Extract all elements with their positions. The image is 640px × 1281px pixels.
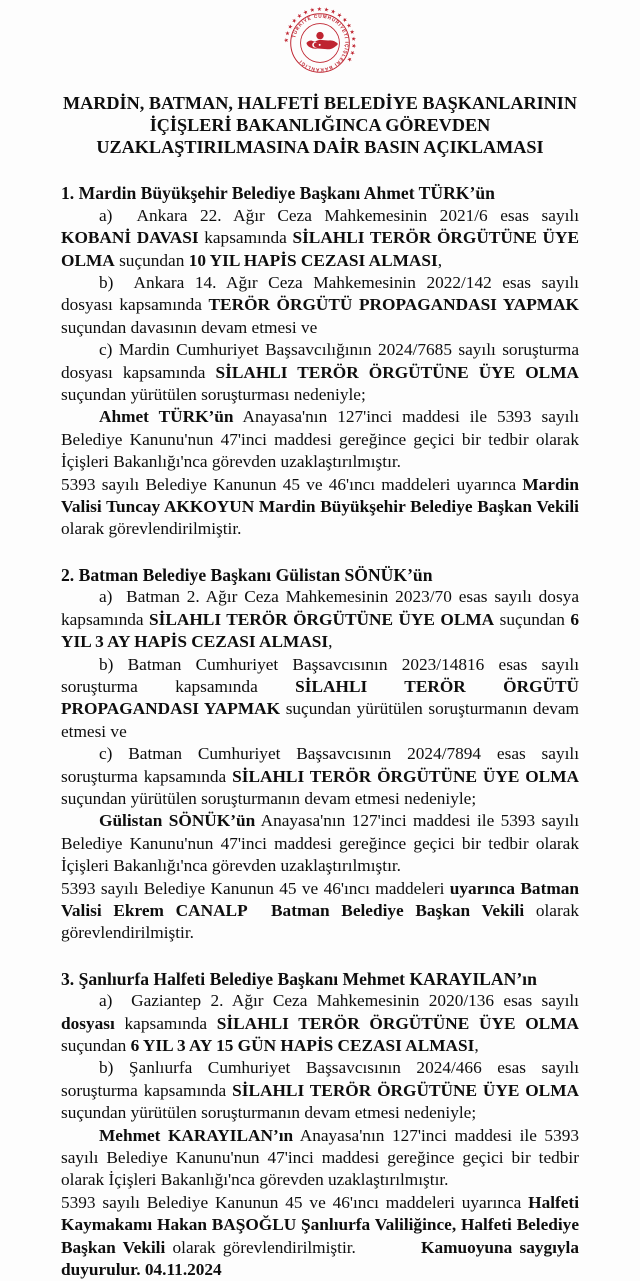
text-run: kapsamında: [198, 228, 293, 248]
paragraph: [61, 339, 579, 406]
text-run: b) Ankara 14. Ağır Ceza Mahkemesinin 2022/142 esas sayılı dosyası kapsamında: [61, 273, 579, 315]
section: [61, 182, 579, 541]
bold-text-run: Ahmet TÜRK’ün: [99, 407, 234, 427]
text-run: a) Ankara 22. Ağır Ceza Mahkemesinin 2021/6 esas sayılı: [99, 205, 579, 225]
bold-text-run: SİLAHLI TERÖR ÖRGÜTÜNE ÜYE OLMA: [232, 766, 580, 786]
seal-center-emblem: [306, 32, 337, 49]
text-run: 5393 sayılı Belediye Kanunun 45 ve 46'ıncı maddeleri uyarınca: [61, 474, 523, 494]
bold-text-run: dosyası: [61, 1013, 115, 1033]
paragraph: [61, 406, 579, 473]
text-run: suçundan davasının devam etmesi ve: [61, 317, 318, 337]
document-title: [61, 93, 579, 158]
text-run: b) Batman Cumhuriyet Başsavcısının 2023/14816 esas sayılı soruşturma kapsamında: [61, 654, 579, 696]
bold-text-run: SİLAHLI TERÖR ÖRGÜTÜNE ÜYE OLMA: [232, 1080, 580, 1100]
text-run: suçundan: [61, 1036, 131, 1056]
text-run: olarak görevlendirilmiştir.: [61, 519, 242, 539]
bold-text-run: Kamuoyuna saygıyla duyurulur. 04.11.2024: [61, 1237, 579, 1280]
bold-text-run: SİLAHLI TERÖR ÖRGÜTÜNE ÜYE OLMA: [215, 362, 579, 382]
bold-text-run: Mehmet KARAYILAN’ın: [99, 1125, 294, 1145]
title-line: UZAKLAŞTIRILMASINA DAİR BASIN AÇIKLAMASI: [96, 136, 544, 157]
paragraph: [61, 990, 579, 1057]
text-run: olarak görevlendirilmiştir.: [61, 900, 580, 943]
document-body: [61, 182, 579, 1281]
seal-stars-ring: ★ ★ ★ ★ ★ ★ ★ ★ ★ ★ ★ ★ ★ ★ ★ ★ ★ ★: [283, 6, 357, 63]
bold-text-run: Gülistan SÖNÜK’ün: [99, 811, 256, 831]
paragraph: [61, 810, 579, 877]
bold-text-run: TERÖR ÖRGÜTÜ PROPAGANDASI YAPMAK: [208, 295, 579, 315]
text-run: ,: [437, 250, 443, 270]
bold-text-run: 6 YIL 3 AY HAPİS CEZASI ALMASI: [61, 609, 579, 652]
bold-text-run: SİLAHLI TERÖR ÖRGÜTÜNE ÜYE OLMA: [61, 228, 580, 270]
text-run: Anayasa'nın 127'inci maddesi ile 5393 sayılı Belediye Kanunu'nun 47'inci maddesi gereğince geçici bir tedbir olarak İçişleri Bakanlığı'nca görevden uzaklaştırılmıştır.: [61, 811, 580, 876]
text-run: suçundan yürütülen soruşturmanın devam etmesi nedeniyle;: [61, 1103, 477, 1123]
bold-text-run: SİLAHLI TERÖR ÖRGÜTÜNE ÜYE OLMA: [149, 609, 495, 629]
paragraph: [61, 474, 579, 541]
bold-text-run: KOBANİ DAVASI: [61, 228, 199, 248]
title-line: İÇİŞLERİ BAKANLIĞINCA GÖREVDEN: [149, 114, 491, 135]
text-run: ,: [474, 1036, 479, 1056]
text-run: suçundan yürütülen soruşturmanın devam etmesi nedeniyle;: [61, 788, 477, 808]
text-run: ,: [328, 632, 333, 652]
section-heading: 2. Batman Belediye Başkanı Gülistan SÖNÜK’ün: [61, 564, 433, 585]
paragraph: [61, 1057, 579, 1124]
bold-text-run: Mardin Valisi Tuncay AKKOYUN Mardin Büyükşehir Belediye Başkan Vekili: [61, 474, 579, 517]
paragraph: [61, 743, 579, 810]
text-run: 5393 sayılı Belediye Kanunun 45 ve 46'ıncı maddeleri uyarınca: [61, 1192, 529, 1212]
text-run: suçundan yürütülen soruşturmanın devam etmesi ve: [61, 699, 579, 741]
ministry-seal-icon: [283, 6, 357, 80]
seal-ring-text: TÜRKİYE CUMHURİYETİ İÇİŞLERİ BAKANLIĞI: [291, 13, 350, 73]
text-run: a) Gaziantep 2. Ağır Ceza Mahkemesinin 2020/136 esas sayılı: [99, 991, 579, 1011]
bold-text-run: uyarınca Batman Valisi Ekrem CANALP Batman Belediye Başkan Vekili: [61, 878, 579, 920]
section: [61, 968, 579, 1281]
paragraph: [61, 878, 579, 945]
paragraph: [61, 205, 579, 272]
bold-text-run: Halfeti Kaymakamı Hakan BAŞOĞLU Şanlıurfa Valiliğince, Halfeti Belediye Başkan Vekili: [61, 1192, 579, 1257]
text-run: suçundan: [114, 250, 189, 270]
section: [61, 564, 579, 945]
section-heading: 3. Şanlıurfa Halfeti Belediye Başkanı Mehmet KARAYILAN’ın: [61, 968, 537, 989]
text-run: kapsamında: [114, 1013, 217, 1033]
text-run: c) Mardin Cumhuriyet Başsavcılığının 2024/7685 sayılı soruşturma dosyası kapsamında: [61, 340, 579, 382]
text-run: Anayasa'nın 127'inci maddesi ile 5393 sayılı Belediye Kanunu'nun 47'inci maddesi gereğince geçici bir tedbir olarak İçişleri Bakanlığı'nca görevden uzaklaştırılmıştır.: [61, 1125, 579, 1190]
text-run: c) Batman Cumhuriyet Başsavcısının 2024/7894 esas sayılı soruşturma kapsamında: [61, 744, 579, 786]
paragraph: [61, 1125, 579, 1192]
section-heading: 1. Mardin Büyükşehir Belediye Başkanı Ahmet TÜRK’ün: [61, 183, 495, 204]
document-content: [0, 93, 640, 1281]
paragraph: [61, 586, 579, 653]
paragraph: [61, 1192, 579, 1281]
paragraph: [61, 272, 579, 339]
bold-text-run: SİLAHLI TERÖR ÖRGÜTÜ PROPAGANDASI YAPMAK: [61, 676, 579, 719]
bold-text-run: 10 YIL HAPİS CEZASI ALMASI: [188, 250, 438, 270]
text-run: Anayasa'nın 127'inci maddesi ile 5393 sayılı Belediye Kanunu'nun 47'inci maddesi gereğince geçici bir tedbir olarak İçişleri Bakanlığı'nca görevden uzaklaştırılmıştır.: [61, 407, 579, 472]
text-run: olarak görevlendirilmiştir.: [165, 1237, 421, 1257]
logo-container: [0, 0, 640, 85]
text-run: 5393 sayılı Belediye Kanunun 45 ve 46'ıncı maddeleri: [61, 878, 450, 898]
text-run: b) Şanlıurfa Cumhuriyet Başsavcısının 2024/466 esas sayılı soruşturma kapsamında: [61, 1058, 579, 1100]
text-run: suçundan yürütülen soruşturması nedeniyle;: [61, 385, 366, 405]
text-run: a) Batman 2. Ağır Ceza Mahkemesinin 2023/70 esas sayılı dosya kapsamında: [61, 587, 579, 629]
paragraph: [61, 654, 579, 744]
bold-text-run: 6 YIL 3 AY 15 GÜN HAPİS CEZASI ALMASI: [130, 1036, 475, 1056]
title-line: MARDİN, BATMAN, HALFETİ BELEDİYE BAŞKANLARININ: [62, 93, 578, 113]
bold-text-run: SİLAHLI TERÖR ÖRGÜTÜNE ÜYE OLMA: [216, 1013, 579, 1033]
text-run: suçundan: [494, 609, 571, 629]
